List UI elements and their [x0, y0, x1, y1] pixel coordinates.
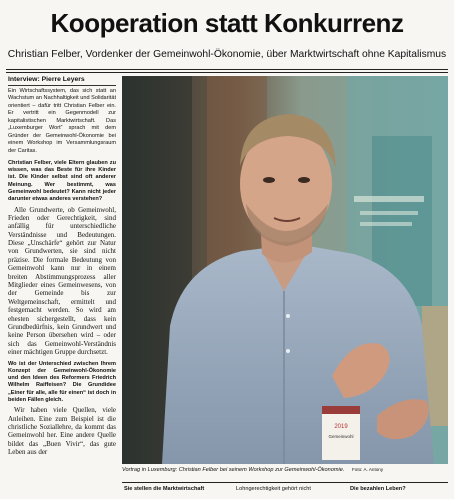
photo-illustration — [122, 76, 448, 464]
subheadline: Christian Felber, Vordenker der Gemeinwohl-Ökonomie, über Marktwirtschaft ohne Kapitalismus — [7, 49, 447, 60]
intro-text: Ein Wirtschaftssystem, das sich statt an Wachstum an Nachhaltigkeit und Solidarität orientiert – dafür tritt Christian Felber ein. Er vertritt ein Gegenmodell zur kapitalistischen Marktwirtschaft. Das „Luxemburger Wort“ sprach mit dem Gründer der Gemeinwohl-Ökonomie bei einem Workshop im Versammlungsraum der Caritas. — [8, 88, 116, 154]
answer-2: Wir haben viele Quellen, viele Anleihen. Eine zum Beispiel ist die christliche Soziallehre, da kommt das Gemeinwohl her. Eine andere Quelle bildet das „Buen Vivir“, das gute Leben aus der — [8, 406, 116, 457]
headline: Kooperation statt Konkurrenz — [50, 8, 404, 38]
badge-label: Gemeinwohl — [328, 434, 354, 439]
bottom-rule — [122, 482, 448, 483]
answer-1: Alle Grundwerte, ob Gemeinwohl, Frieden oder Gerechtigkeit, sind anfällig für unterschiedliche Verständnisse und Bedeutungen. Diese „Unschärfe“ gehört zur Natur von Grundwerten, sie sind nicht präzise. Die formale Bedeutung von Gemeinwohl kann nur in einem breiten Abstimmungsprozess aller Mitglieder eines Gemeinwesens, von der Gemeinde bis zur Weltgemeinschaft, ermittelt und festgemacht werden. So wird am ehesten sichergestellt, dass kein Grundbedürfnis, kein Grundwert und keine Person übersehen wird – oder sich das Gemeinwohl-Verständnis einer mächtigen Gruppe durchsetzt. — [8, 205, 116, 357]
caption-text: Vortrag in Luxemburg: Christian Felber bei seinem Workshop zur Gemeinwohl-Ökonomie. — [122, 467, 345, 473]
photo-credit: Foto: A. Antony — [351, 467, 384, 472]
bottom-snippet-2: Lohngerechtigkeit gehört nicht — [236, 486, 311, 492]
bottom-snippet-1: Sie stellen die Marktwirtschaft — [124, 486, 205, 492]
portrait-photo — [122, 76, 448, 464]
badge-year: 2019 — [334, 424, 348, 430]
header-rule — [6, 69, 448, 70]
article-column — [8, 76, 116, 499]
photo-caption — [122, 467, 448, 473]
byline: Interview: Pierre Leyers — [8, 76, 116, 86]
question-2: Wo ist der Unterschied zwischen Ihrem Konzept der Gemeinwohl-Ökonomie und den Ideen des Reformers Friedrich Wilhelm Raiffeisen? Die Grundidee „Einer für alle, alle für einen“ ist doch in beiden Fällen gleich. — [8, 360, 116, 403]
bottom-snippet-3: Die bezahlen Leben? — [350, 486, 406, 492]
header-rule-thin — [6, 72, 448, 73]
question-1: Christian Felber, viele Eltern glauben zu wissen, was das Beste für ihre Kinder ist. Die Kinder selbst sind oft anderer Meinung. Wer bestimmt, was Gemeinwohl bedeutet? Kann nicht jeder darunter etwas anderes verstehen? — [8, 159, 116, 203]
